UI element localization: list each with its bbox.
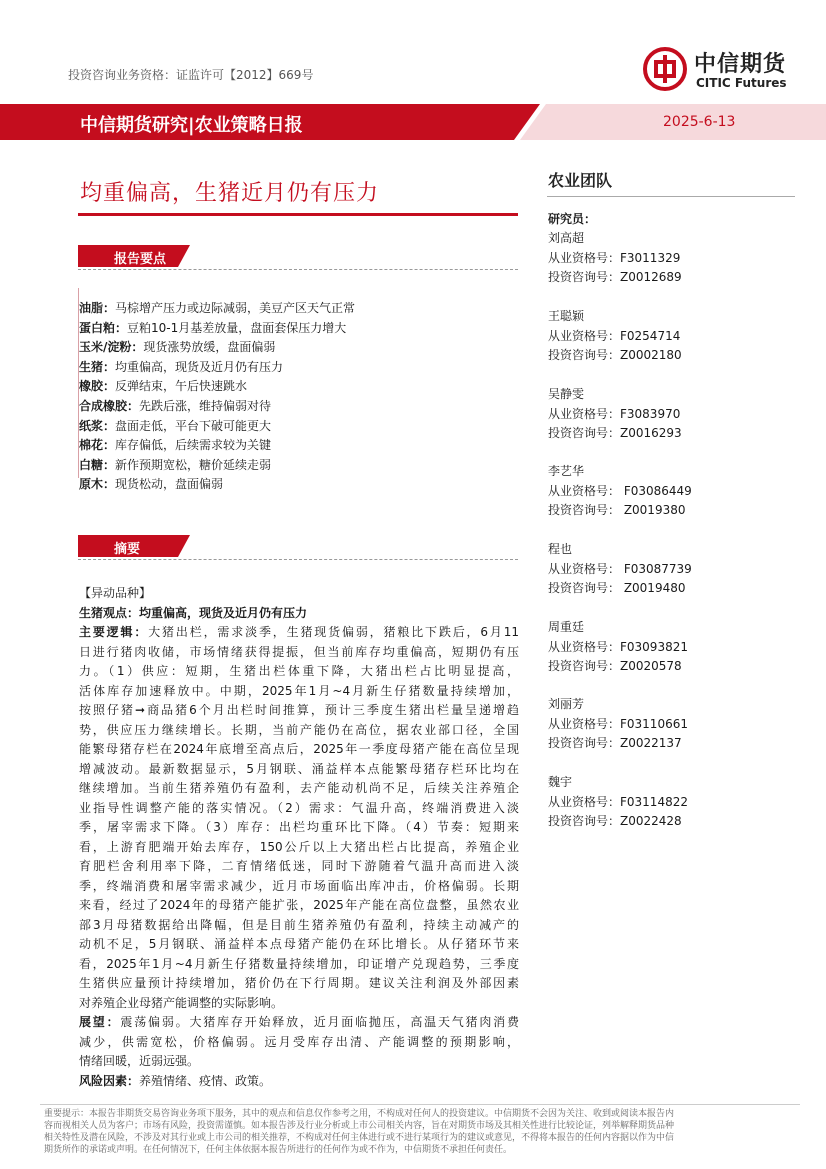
main-logic-line [79,974,519,994]
company-logo [643,44,803,94]
main-logic-line [79,896,519,916]
analyst-consulting-number: 投资咨询号：Z0022428 [548,814,682,828]
analyst-card [548,773,798,832]
main-logic-text: 势，供应压力继续增长。长期，当前产能仍在高位，据农业部口径，全国 [79,722,519,737]
summary-header [78,535,518,557]
outlook [79,1013,519,1072]
analyst-name: 魏宇 [548,775,573,789]
main-logic-text: 继续增加。当前生猪养殖仍有盈利，去产能动机尚不足，后续关注养殖企 [79,781,519,795]
key-point-name: 蛋白粕： [79,320,128,335]
analyst-consulting-number: 投资咨询号：Z0012689 [548,270,682,284]
analyst-card [548,618,798,677]
main-logic-text: 日进行猪肉收储，市场情绪获得提振，但当前库存均重偏高，短期仍有压 [79,644,519,659]
license-text: 投资咨询业务资格：证监许可【2012】669号 [68,68,314,82]
outlook-text: 震荡偏弱。大猪库存开始释放，近月面临抛压，高温天气猪肉消费 [120,1015,519,1029]
pig-view-text: 均重偏高，现货及近月仍有压力 [139,605,308,620]
key-point-text: 豆粕10-1月基差放量，盘面套保压力增大 [127,320,347,335]
key-point-name: 油脂： [79,301,116,315]
summary-label: 摘要 [114,542,141,557]
key-point-item [79,417,519,437]
risk-label: 风险因素： [79,1073,140,1088]
key-points-header [78,245,518,267]
key-point-name: 生猪： [79,359,116,374]
main-logic-line [79,994,519,1014]
key-point-name: 玉米/淀粉： [79,340,144,355]
report-header-band [0,104,826,140]
main-logic-line [79,799,519,819]
key-point-text: 现货涨势放缓，盘面偏弱 [143,340,276,355]
analyst-qualification-number: 从业资格号：F3083970 [548,406,681,421]
disclaimer-line: 相关特性及潜在风险，不涉及对其行业或上市公司的相关推荐，不构成对任何主体进行或不进行某项行为的建议或意见，不得将本报告的任何内容据以作为中信 [44,1133,675,1143]
main-logic-text: 生猪供应量预计持续增加，猪价仍在下行周期。建议关注利润及外部因素 [79,976,519,990]
outlook-line [79,1033,519,1053]
pig-view [79,604,519,624]
main-logic-line [79,779,519,799]
main-logic-line [79,818,519,838]
main-logic-text: 季，屠宰需求下降。（3）库存：出栏均重环比下降。（4）节奏：短期来 [79,820,519,834]
team-title: 农业团队 [548,171,613,190]
main-logic-text: 季，终端消费和屠宰需求减少，近月市场面临出库冲击，价格偏弱。长期 [79,878,519,893]
main-logic-line [79,877,519,897]
analyst-name: 吴静雯 [548,387,585,401]
key-point-name: 纸浆： [79,418,116,433]
main-logic-line [79,838,519,858]
main-logic-text: 业指导性调整产能的落实情况。（2）需求：气温升高，终端消费进入淡 [79,800,519,815]
main-logic-line [79,643,519,663]
key-point-name: 棉花： [79,438,116,453]
analyst-consulting-number: 投资咨询号： Z0019480 [548,581,686,595]
logo-chinese-name: 中信期货 [694,52,787,77]
analyst-card [548,540,798,599]
key-point-text: 库存偏低，后续需求较为关键 [115,438,272,453]
main-logic-line [79,955,519,975]
key-point-text: 新作预期宽松，糖价延续走弱 [115,457,272,472]
report-date: 2025-6-13 [663,114,736,130]
key-points-list [79,299,519,495]
key-point-text: 先跌后涨，维持偏弱对待 [139,398,272,413]
main-logic-line [79,760,519,780]
main-logic-text: 能繁母猪存栏在2024年底增至高点后，2025年一季度母猪产能在高位呈现 [79,742,519,756]
key-point-item [79,377,519,397]
main-logic-text: 动机不足，5月钢联、涌益样本点母猪产能仍在环比增长。从仔猪环节来 [79,937,519,951]
key-point-name: 原木： [79,477,116,492]
main-logic-line [79,857,519,877]
key-point-text: 反弹结束，午后快速跳水 [115,379,248,394]
risk-text: 养殖情绪、疫情、政策。 [139,1073,272,1088]
analyst-name: 王聪颖 [548,309,585,323]
main-logic-text: 看，2025年1月~4月新生仔猪数量持续增加，印证增产兑现趋势，三季度 [79,956,519,971]
main-logic-line [79,721,519,741]
main-logic-text: 育肥栏舍利用率下降，二育情绪低迷，同时下游随着气温升高而进入淡 [79,859,519,873]
outlook-label: 展望： [79,1015,121,1029]
risk-factors [79,1072,519,1092]
analyst-qualification-number: 从业资格号：F03093821 [548,639,688,654]
main-logic-text: 大猪出栏，需求淡季，生猪现货偏弱，猪粮比下跌后，6月11 [148,625,519,639]
main-logic-line [79,740,519,760]
outlook-text: 减少，供需宽松，价格偏弱。远月受库存出清、产能调整的预期影响， [79,1034,519,1049]
main-logic-text: 力。（1）供应：短期，生猪出栏体重下降，大猪出栏占比明显提高， [79,664,519,678]
analyst-name: 刘高超 [548,231,585,245]
analyst-card [548,229,798,288]
title-divider [78,213,518,216]
main-logic-line [79,916,519,936]
main-logic-line [79,701,519,721]
analyst-name: 程也 [548,542,573,556]
key-point-item [79,456,519,476]
analyst-card [548,462,798,521]
analyst-qualification-number: 从业资格号：F0254714 [548,328,681,343]
analyst-consulting-number: 投资咨询号：Z0002180 [548,348,682,362]
analyst-consulting-number: 投资咨询号：Z0016293 [548,426,682,440]
pig-view-label: 生猪观点： [79,605,140,620]
key-point-item [79,436,519,456]
main-logic-line [79,935,519,955]
disclaimer-line: 重要提示：本报告非期货交易咨询业务项下服务，其中的观点和信息仅作参考之用，不构成对任何人的投资建议。中信期货不会因为关注、收到或阅读本报告内 [44,1109,675,1119]
key-point-item [79,475,519,495]
analyst-qualification-number: 从业资格号：F3011329 [548,250,681,265]
main-logic-text: 部3月母猪数据给出降幅，但是目前生猪养殖仍有盈利，持续主动减产的 [79,917,519,932]
key-point-item [79,397,519,417]
team-divider [547,196,795,197]
summary-body [79,584,519,1091]
analyst-card [548,307,798,366]
outlook-text: 情绪回暖，近弱远强。 [79,1054,200,1068]
main-logic-text: 看，上游育肥端开始去库存，150公斤以上大猪出栏占比提高，养殖企业 [79,839,519,854]
disclaimer-line: 期货所作的承诺或声明。在任何情况下，任何主体依据本报告所进行的任何作为或不作为，中信期货不承担任何责任。 [44,1145,513,1155]
analyst-name: 刘丽芳 [548,697,585,711]
key-point-item [79,319,519,339]
citic-logo-icon [643,47,687,91]
analyst-qualification-number: 从业资格号： F03086449 [548,483,692,498]
main-logic-text: 增减波动。最新数据显示，5月钢联、涌益样本点能繁母猪存栏环比均在 [79,761,519,776]
main-logic-line [79,682,519,702]
outlook-line [79,1013,519,1033]
disclaimer-line: 容而视相关人员为客户；市场有风险，投资需谨慎。如本报告涉及行业分析或上市公司相关内容，旨在对期货市场及其相关性进行比较论证，列举解释期货品种 [44,1121,675,1131]
main-logic-line [79,662,519,682]
footer-divider [40,1104,800,1105]
main-logic [79,623,519,1013]
main-logic-line [79,623,519,643]
key-point-text: 现货松动，盘面偏弱 [115,477,224,492]
key-point-item [79,299,519,319]
key-point-text: 马棕增产压力或边际减弱，美豆产区天气正常 [115,301,356,315]
analyst-consulting-number: 投资咨询号：Z0022137 [548,736,682,750]
disclaimer [44,1108,784,1156]
logo-english-name: CITIC Futures [696,76,787,90]
main-logic-label: 主要逻辑： [79,625,149,639]
analyst-qualification-number: 从业资格号： F03087739 [548,561,692,576]
analyst-qualification-number: 从业资格号：F03110661 [548,716,688,731]
report-title: 均重偏高，生猪近月仍有压力 [80,181,380,206]
key-point-name: 合成橡胶： [79,398,140,413]
main-logic-text: 按照仔猪➞商品猪6个月出栏时间推算，预计三季度生猪出栏量呈递增趋 [79,703,519,717]
summary-tag: 【异动品种】 [79,586,152,600]
analyst-name: 李艺华 [548,464,585,478]
key-point-item [79,338,519,358]
researchers-heading: 研究员： [548,212,597,226]
main-logic-text: 来看，经过了2024年的母猪产能扩张，2025年产能在高位盘整，虽然农业 [79,898,519,912]
key-point-text: 盘面走低，平台下破可能更大 [115,418,272,433]
key-points-label: 报告要点 [114,252,167,267]
report-series-title: 中信期货研究|农业策略日报 [80,115,303,136]
main-logic-text: 活体库存加速释放中。中期，2025年1月~4月新生仔猪数量持续增加， [79,683,519,698]
key-point-item [79,358,519,378]
analyst-qualification-number: 从业资格号：F03114822 [548,794,688,809]
analyst-name: 周重廷 [548,620,585,634]
key-point-text: 均重偏高，现货及近月仍有压力 [115,359,284,374]
key-point-name: 橡胶： [79,379,116,394]
analyst-consulting-number: 投资咨询号：Z0020578 [548,659,682,673]
key-point-name: 白糖： [79,457,116,472]
analyst-card [548,385,798,444]
outlook-line [79,1052,519,1072]
analyst-card [548,695,798,754]
main-logic-text: 对养殖企业母猪产能调整的实际影响。 [79,995,284,1010]
analyst-consulting-number: 投资咨询号： Z0019380 [548,503,686,517]
